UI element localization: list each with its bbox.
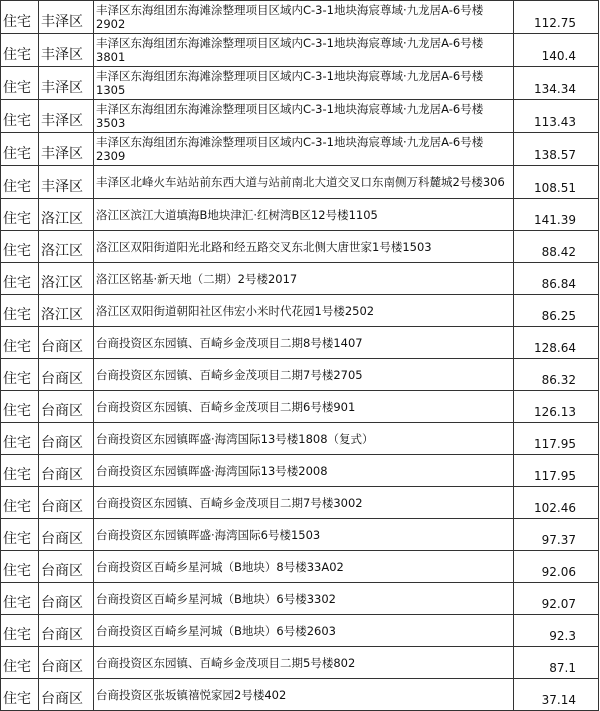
cell-area: 117.95 (514, 423, 599, 455)
cell-area: 86.84 (514, 263, 599, 295)
cell-type: 住宅 (1, 423, 39, 455)
cell-address: 洛江区双阳街道阳光北路和经五路交叉东北侧大唐世家1号楼1503 (94, 231, 514, 263)
cell-district: 台商区 (39, 647, 94, 679)
table-row (1, 67, 599, 100)
table-row (1, 679, 599, 711)
cell-area: 126.13 (514, 391, 599, 423)
cell-district: 台商区 (39, 359, 94, 391)
cell-address: 台商投资区东园镇、百崎乡金茂项目二期7号楼3002 (94, 487, 514, 519)
cell-address: 丰泽区北峰火车站站前东西大道与站前南北大道交叉口东南侧万科麓城2号楼306 (94, 166, 514, 199)
cell-area: 128.64 (514, 327, 599, 359)
cell-type: 住宅 (1, 679, 39, 711)
cell-address: 台商投资区东园镇晖盛·海湾国际13号楼2008 (94, 455, 514, 487)
cell-district: 台商区 (39, 583, 94, 615)
table-row (1, 133, 599, 166)
table-row (1, 551, 599, 583)
table-row (1, 455, 599, 487)
cell-type: 住宅 (1, 391, 39, 423)
cell-type: 住宅 (1, 647, 39, 679)
table-row (1, 295, 599, 327)
cell-district: 洛江区 (39, 199, 94, 231)
cell-address: 台商投资区百崎乡星河城（B地块）8号楼33A02 (94, 551, 514, 583)
cell-area: 102.46 (514, 487, 599, 519)
cell-district: 丰泽区 (39, 133, 94, 166)
cell-area: 92.06 (514, 551, 599, 583)
cell-area: 37.14 (514, 679, 599, 711)
cell-address: 丰泽区东海组团东海滩涂整理项目区域内C-3-1地块海宸尊域·九龙居A-6号楼1305 (94, 67, 514, 100)
cell-district: 台商区 (39, 423, 94, 455)
cell-area: 87.1 (514, 647, 599, 679)
table-row (1, 231, 599, 263)
table-row (1, 615, 599, 647)
cell-district: 台商区 (39, 391, 94, 423)
cell-type: 住宅 (1, 67, 39, 100)
cell-district: 丰泽区 (39, 100, 94, 133)
table-row (1, 583, 599, 615)
cell-area: 112.75 (514, 1, 599, 34)
cell-type: 住宅 (1, 551, 39, 583)
cell-address: 丰泽区东海组团东海滩涂整理项目区域内C-3-1地块海宸尊域·九龙居A-6号楼3801 (94, 34, 514, 67)
cell-address: 洛江区滨江大道填海B地块津汇·红树湾B区12号楼1105 (94, 199, 514, 231)
cell-address: 台商投资区东园镇、百崎乡金茂项目二期6号楼901 (94, 391, 514, 423)
cell-area: 113.43 (514, 100, 599, 133)
cell-area: 108.51 (514, 166, 599, 199)
cell-district: 洛江区 (39, 263, 94, 295)
table-row (1, 199, 599, 231)
cell-address: 洛江区铭基·新天地（二期）2号楼2017 (94, 263, 514, 295)
cell-type: 住宅 (1, 100, 39, 133)
cell-address: 丰泽区东海组团东海滩涂整理项目区域内C-3-1地块海宸尊域·九龙居A-6号楼3503 (94, 100, 514, 133)
cell-address: 台商投资区百崎乡星河城（B地块）6号楼3302 (94, 583, 514, 615)
cell-area: 134.34 (514, 67, 599, 100)
cell-address: 台商投资区东园镇、百崎乡金茂项目二期5号楼802 (94, 647, 514, 679)
cell-district: 台商区 (39, 551, 94, 583)
cell-type: 住宅 (1, 487, 39, 519)
cell-area: 92.07 (514, 583, 599, 615)
cell-type: 住宅 (1, 327, 39, 359)
cell-area: 92.3 (514, 615, 599, 647)
table-row (1, 263, 599, 295)
cell-type: 住宅 (1, 166, 39, 199)
cell-district: 台商区 (39, 327, 94, 359)
table-row (1, 327, 599, 359)
cell-area: 86.32 (514, 359, 599, 391)
cell-district: 台商区 (39, 519, 94, 551)
cell-district: 洛江区 (39, 231, 94, 263)
cell-type: 住宅 (1, 1, 39, 34)
cell-type: 住宅 (1, 615, 39, 647)
cell-district: 台商区 (39, 487, 94, 519)
cell-type: 住宅 (1, 231, 39, 263)
cell-address: 台商投资区东园镇晖盛·海湾国际6号楼1503 (94, 519, 514, 551)
cell-address: 台商投资区东园镇、百崎乡金茂项目二期7号楼2705 (94, 359, 514, 391)
cell-district: 丰泽区 (39, 1, 94, 34)
property-table-body (1, 1, 599, 711)
cell-area: 140.4 (514, 34, 599, 67)
cell-type: 住宅 (1, 519, 39, 551)
cell-district: 丰泽区 (39, 34, 94, 67)
table-row (1, 359, 599, 391)
table-row (1, 100, 599, 133)
cell-area: 141.39 (514, 199, 599, 231)
cell-type: 住宅 (1, 583, 39, 615)
table-row (1, 1, 599, 34)
cell-area: 97.37 (514, 519, 599, 551)
cell-address: 洛江区双阳街道朝阳社区伟宏小米时代花园1号楼2502 (94, 295, 514, 327)
table-row (1, 647, 599, 679)
cell-area: 138.57 (514, 133, 599, 166)
table-row (1, 166, 599, 199)
cell-district: 丰泽区 (39, 166, 94, 199)
table-row (1, 487, 599, 519)
cell-area: 117.95 (514, 455, 599, 487)
cell-area: 86.25 (514, 295, 599, 327)
cell-type: 住宅 (1, 455, 39, 487)
table-row (1, 423, 599, 455)
cell-address: 丰泽区东海组团东海滩涂整理项目区域内C-3-1地块海宸尊域·九龙居A-6号楼2309 (94, 133, 514, 166)
table-row (1, 519, 599, 551)
cell-address: 丰泽区东海组团东海滩涂整理项目区域内C-3-1地块海宸尊域·九龙居A-6号楼2902 (94, 1, 514, 34)
table-row (1, 34, 599, 67)
cell-type: 住宅 (1, 199, 39, 231)
cell-type: 住宅 (1, 295, 39, 327)
cell-address: 台商投资区东园镇晖盛·海湾国际13号楼1808（复式） (94, 423, 514, 455)
cell-district: 洛江区 (39, 295, 94, 327)
cell-district: 台商区 (39, 615, 94, 647)
cell-district: 台商区 (39, 679, 94, 711)
cell-district: 台商区 (39, 455, 94, 487)
cell-type: 住宅 (1, 133, 39, 166)
cell-type: 住宅 (1, 263, 39, 295)
cell-type: 住宅 (1, 359, 39, 391)
cell-address: 台商投资区百崎乡星河城（B地块）6号楼2603 (94, 615, 514, 647)
cell-address: 台商投资区东园镇、百崎乡金茂项目二期8号楼1407 (94, 327, 514, 359)
cell-district: 丰泽区 (39, 67, 94, 100)
cell-address: 台商投资区张坂镇禧悦家园2号楼402 (94, 679, 514, 711)
cell-area: 88.42 (514, 231, 599, 263)
table-row (1, 391, 599, 423)
cell-type: 住宅 (1, 34, 39, 67)
